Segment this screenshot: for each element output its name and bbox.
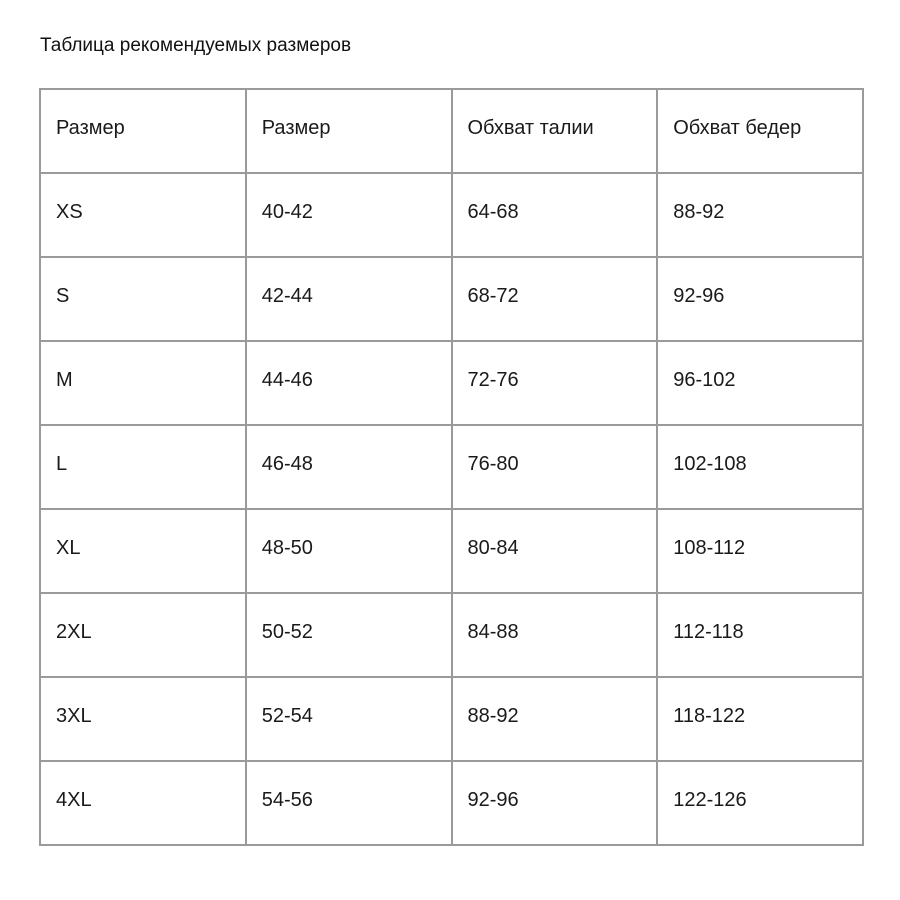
table-cell xyxy=(452,425,658,509)
header-cell-size-number xyxy=(246,89,452,173)
table-cell xyxy=(40,677,246,761)
cell-value: 52-54 xyxy=(261,705,313,727)
header-label: Размер xyxy=(261,117,331,139)
table-cell xyxy=(246,257,452,341)
cell-value: 72-76 xyxy=(467,369,519,391)
table-cell xyxy=(40,425,246,509)
cell-value: 108-112 xyxy=(673,537,746,559)
cell-value: M xyxy=(56,369,73,391)
table-body xyxy=(40,89,863,845)
table-row xyxy=(40,509,863,593)
table-row xyxy=(40,677,863,761)
cell-value: 112-118 xyxy=(673,621,744,643)
page-title: Таблица рекомендуемых размеров xyxy=(40,35,352,56)
table-cell xyxy=(246,677,452,761)
cell-value: XL xyxy=(56,537,81,559)
table-row xyxy=(40,425,863,509)
table-cell xyxy=(246,173,452,257)
table-row xyxy=(40,761,863,845)
cell-value: 40-42 xyxy=(261,201,313,223)
table-cell xyxy=(40,173,246,257)
header-cell-size-letter xyxy=(40,89,246,173)
table-cell xyxy=(657,509,863,593)
cell-value: 92-96 xyxy=(467,789,519,811)
cell-value: 96-102 xyxy=(673,369,736,391)
table-cell xyxy=(657,677,863,761)
header-cell-waist xyxy=(452,89,658,173)
table-cell xyxy=(246,593,452,677)
table-cell xyxy=(452,593,658,677)
cell-value: 4XL xyxy=(56,789,92,811)
cell-value: 54-56 xyxy=(261,789,313,811)
table-cell xyxy=(246,341,452,425)
cell-value: 42-44 xyxy=(261,285,313,307)
table-cell xyxy=(657,257,863,341)
cell-value: S xyxy=(56,285,70,307)
table-cell xyxy=(452,173,658,257)
cell-value: 92-96 xyxy=(673,285,725,307)
table-cell xyxy=(657,761,863,845)
header-cell-hips xyxy=(657,89,863,173)
table-cell xyxy=(246,425,452,509)
table-cell xyxy=(452,341,658,425)
cell-value: 68-72 xyxy=(467,285,519,307)
cell-value: 84-88 xyxy=(467,621,519,643)
table-row xyxy=(40,341,863,425)
cell-value: 102-108 xyxy=(673,453,747,475)
table-cell xyxy=(657,173,863,257)
table-row xyxy=(40,257,863,341)
cell-value: 122-126 xyxy=(673,789,747,811)
table-cell xyxy=(40,593,246,677)
header-label: Размер xyxy=(56,117,125,139)
cell-value: 50-52 xyxy=(261,621,313,643)
cell-value: 2XL xyxy=(56,621,92,643)
table-cell xyxy=(657,425,863,509)
cell-value: 76-80 xyxy=(467,453,519,475)
table-cell xyxy=(40,761,246,845)
table-cell xyxy=(40,257,246,341)
table-cell xyxy=(452,509,658,593)
cell-value: 80-84 xyxy=(467,537,519,559)
size-chart-table xyxy=(39,88,864,846)
header-label: Обхват талии xyxy=(467,117,594,139)
table-row xyxy=(40,173,863,257)
cell-value: 118-122 xyxy=(673,705,746,727)
table-cell xyxy=(40,341,246,425)
cell-value: 44-46 xyxy=(261,369,313,391)
table-cell xyxy=(246,509,452,593)
table-cell xyxy=(452,677,658,761)
cell-value: XS xyxy=(56,201,83,223)
table-cell xyxy=(40,509,246,593)
table-cell xyxy=(657,593,863,677)
header-label: Обхват бедер xyxy=(673,117,802,139)
cell-value: 88-92 xyxy=(467,705,519,727)
table-cell xyxy=(246,761,452,845)
cell-value: L xyxy=(56,453,68,475)
cell-value: 88-92 xyxy=(673,201,725,223)
cell-value: 48-50 xyxy=(261,537,313,559)
table-cell xyxy=(452,257,658,341)
table-cell xyxy=(452,761,658,845)
table-header-row xyxy=(40,89,863,173)
table-cell xyxy=(657,341,863,425)
table-row xyxy=(40,593,863,677)
cell-value: 3XL xyxy=(56,705,92,727)
cell-value: 64-68 xyxy=(467,201,519,223)
cell-value: 46-48 xyxy=(261,453,313,475)
